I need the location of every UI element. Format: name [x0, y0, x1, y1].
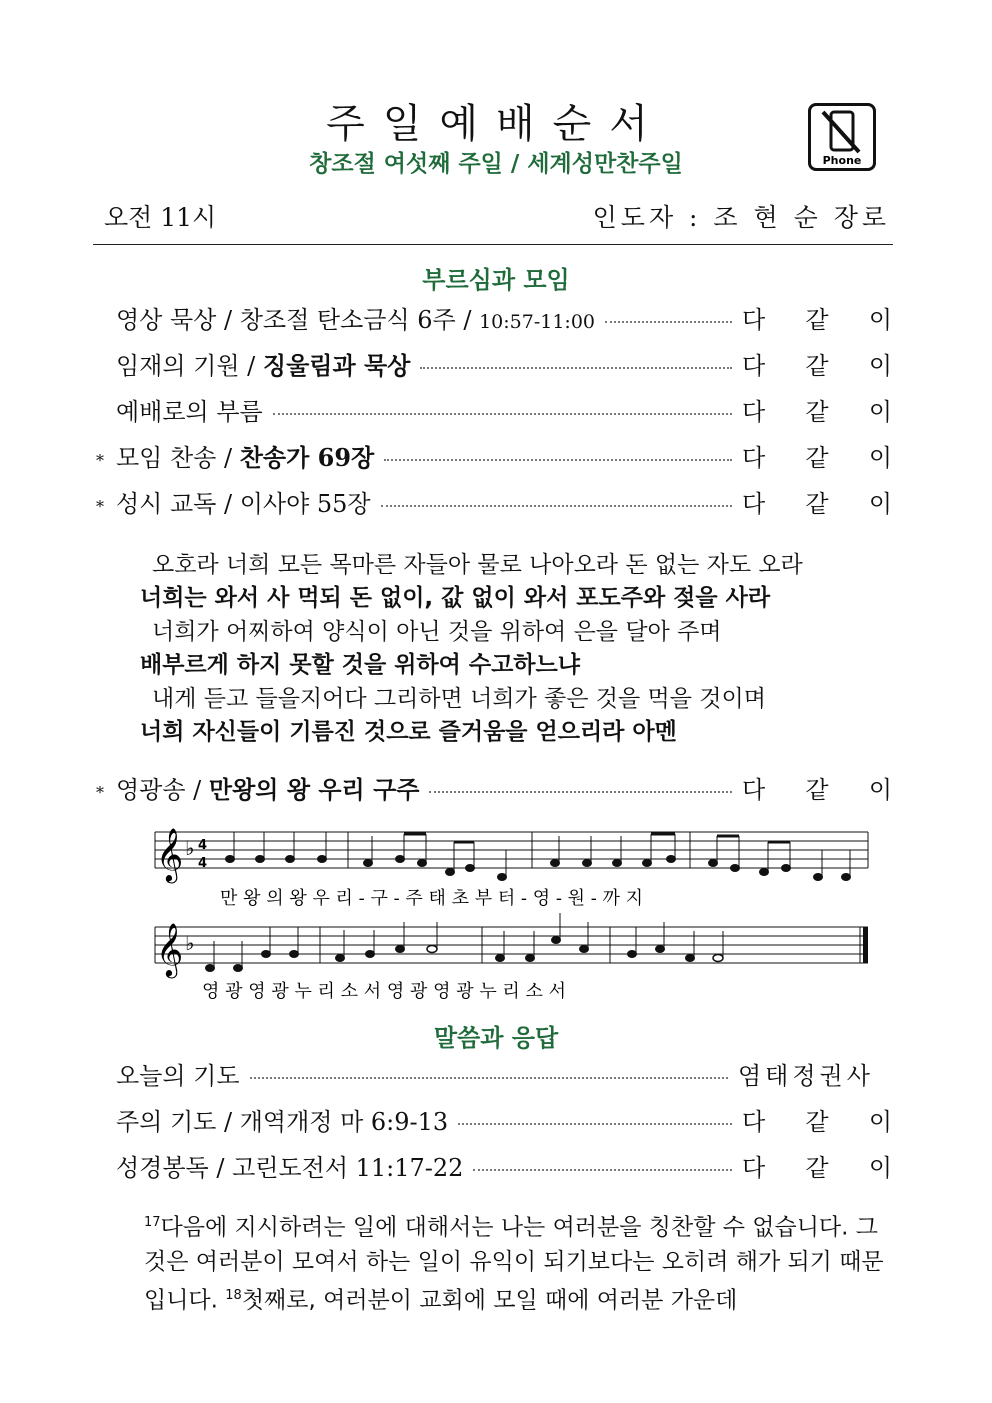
service-leader: 인도자 : 조 현 순 장로	[592, 203, 890, 232]
flat-icon: ♭	[185, 931, 195, 955]
stand-mark: *	[96, 451, 104, 470]
dot-leader	[384, 445, 732, 461]
verse-text: 첫째로, 여러분이 교회에 모일 때에 여러분 가운데	[241, 1287, 738, 1314]
order-item-label: 주의 기도 / 개역개정 마 6:9-13	[116, 1108, 449, 1136]
staff-2	[155, 927, 868, 963]
order-item-participant: 염태정권사	[738, 1062, 874, 1090]
service-time: 오전 11시	[104, 203, 217, 232]
dot-leader	[429, 777, 732, 793]
treble-clef-icon: 𝄞	[156, 827, 184, 881]
order-item-participant: 다 같 이	[742, 490, 892, 518]
order-item-participant: 다 같 이	[742, 1154, 892, 1182]
order-item-label: 모임 찬송 / 찬송가 69장	[116, 443, 375, 472]
time-signature-top: 4	[198, 838, 208, 853]
order-item-participant: 다 같 이	[742, 352, 892, 380]
order-item-participant: 다 같 이	[742, 306, 892, 334]
verse-text: 다음에 지시하려는 일에 대해서는 나는 여러분을 칭찬할 수 없습니다. 그것은 여러분이 모여서 하는 일이 유익이 되기보다는 오히려 해가 되기 때문입니다.	[144, 1214, 884, 1314]
section-heading-gathering: 부르심과 모임	[422, 266, 570, 294]
reading-line-leader: 오호라 너희 모든 목마른 자들아 물로 나아오라 돈 없는 자도 오라	[152, 552, 803, 578]
reading-line-congregation: 너희 자신들이 기름진 것으로 즐거움을 얻으리라 아멘	[140, 719, 677, 745]
stand-mark: *	[96, 783, 104, 802]
treble-clef-icon: 𝄞	[156, 922, 184, 976]
section-heading-word: 말씀과 응답	[433, 1024, 559, 1052]
phone-icon	[811, 106, 873, 168]
order-item-label: 영광송 / 만왕의 왕 우리 구주	[116, 775, 420, 804]
order-item-label: 성경봉독 / 고린도전서 11:17-22	[116, 1154, 464, 1182]
page-subtitle: 창조절 여섯째 주일 / 세계성만찬주일	[309, 151, 683, 177]
order-item-participant: 다 같 이	[742, 776, 892, 804]
page-title: 주일예배순서	[326, 101, 666, 147]
time-signature-bottom: 4	[198, 856, 208, 871]
order-item-label: 영상 묵상 / 창조절 탄소금식 6주 / 10:57-11:00	[116, 306, 595, 334]
order-item	[96, 1056, 892, 1090]
order-item	[96, 1102, 892, 1136]
order-item-label: 예배로의 부름	[116, 398, 263, 426]
stand-mark: *	[96, 497, 104, 516]
order-item-participant: 다 같 이	[742, 1108, 892, 1136]
order-item	[96, 1148, 892, 1182]
divider	[93, 244, 893, 245]
reading-line-congregation: 배부르게 하지 못할 것을 위하여 수고하느냐	[140, 652, 580, 678]
verse-number: 18	[225, 1287, 242, 1303]
order-item-label: 임재의 기원 / 징울림과 묵상	[116, 351, 411, 380]
dot-leader	[273, 399, 732, 415]
verse-number: 17	[144, 1215, 161, 1230]
notes-line-1	[226, 832, 851, 881]
order-item	[96, 392, 892, 426]
order-item-label: 오늘의 기도	[116, 1062, 240, 1090]
order-item-label: 성시 교독 / 이사야 55장	[116, 490, 371, 518]
order-item-gloria	[96, 770, 892, 804]
no-phone-icon	[808, 103, 876, 171]
phone-icon-label: Phone	[822, 154, 862, 167]
dot-leader	[605, 307, 732, 323]
final-barline	[863, 927, 868, 963]
order-item	[96, 346, 892, 380]
order-item-participant: 다 같 이	[742, 398, 892, 426]
order-item	[96, 484, 892, 518]
scripture-passage	[144, 1206, 884, 1317]
dot-leader	[420, 353, 732, 369]
flat-icon: ♭	[185, 836, 195, 860]
dot-leader	[473, 1155, 732, 1171]
lyrics-line-1: 만 왕 의 왕 우 리 - 구 - 주 태 초 부 터 - 영 - 원 - 까 지	[220, 888, 644, 909]
dot-leader	[250, 1063, 728, 1079]
music-score	[150, 822, 875, 1007]
lyrics-line-2: 영 광 영 광 누 리 소 서 영 광 영 광 누 리 소 서	[202, 981, 567, 1002]
reading-line-congregation: 너희는 와서 사 먹되 돈 없이, 값 없이 와서 포도주와 젖을 사라	[140, 585, 771, 611]
dot-leader	[458, 1109, 732, 1125]
order-item	[96, 438, 892, 472]
reading-line-leader: 내게 듣고 들을지어다 그리하면 너희가 좋은 것을 먹을 것이며	[152, 686, 766, 712]
reading-line-leader: 너희가 어찌하여 양식이 아닌 것을 위하여 은을 달아 주며	[152, 619, 722, 645]
order-item-participant: 다 같 이	[742, 444, 892, 472]
dot-leader	[381, 491, 732, 507]
order-item	[96, 300, 892, 334]
